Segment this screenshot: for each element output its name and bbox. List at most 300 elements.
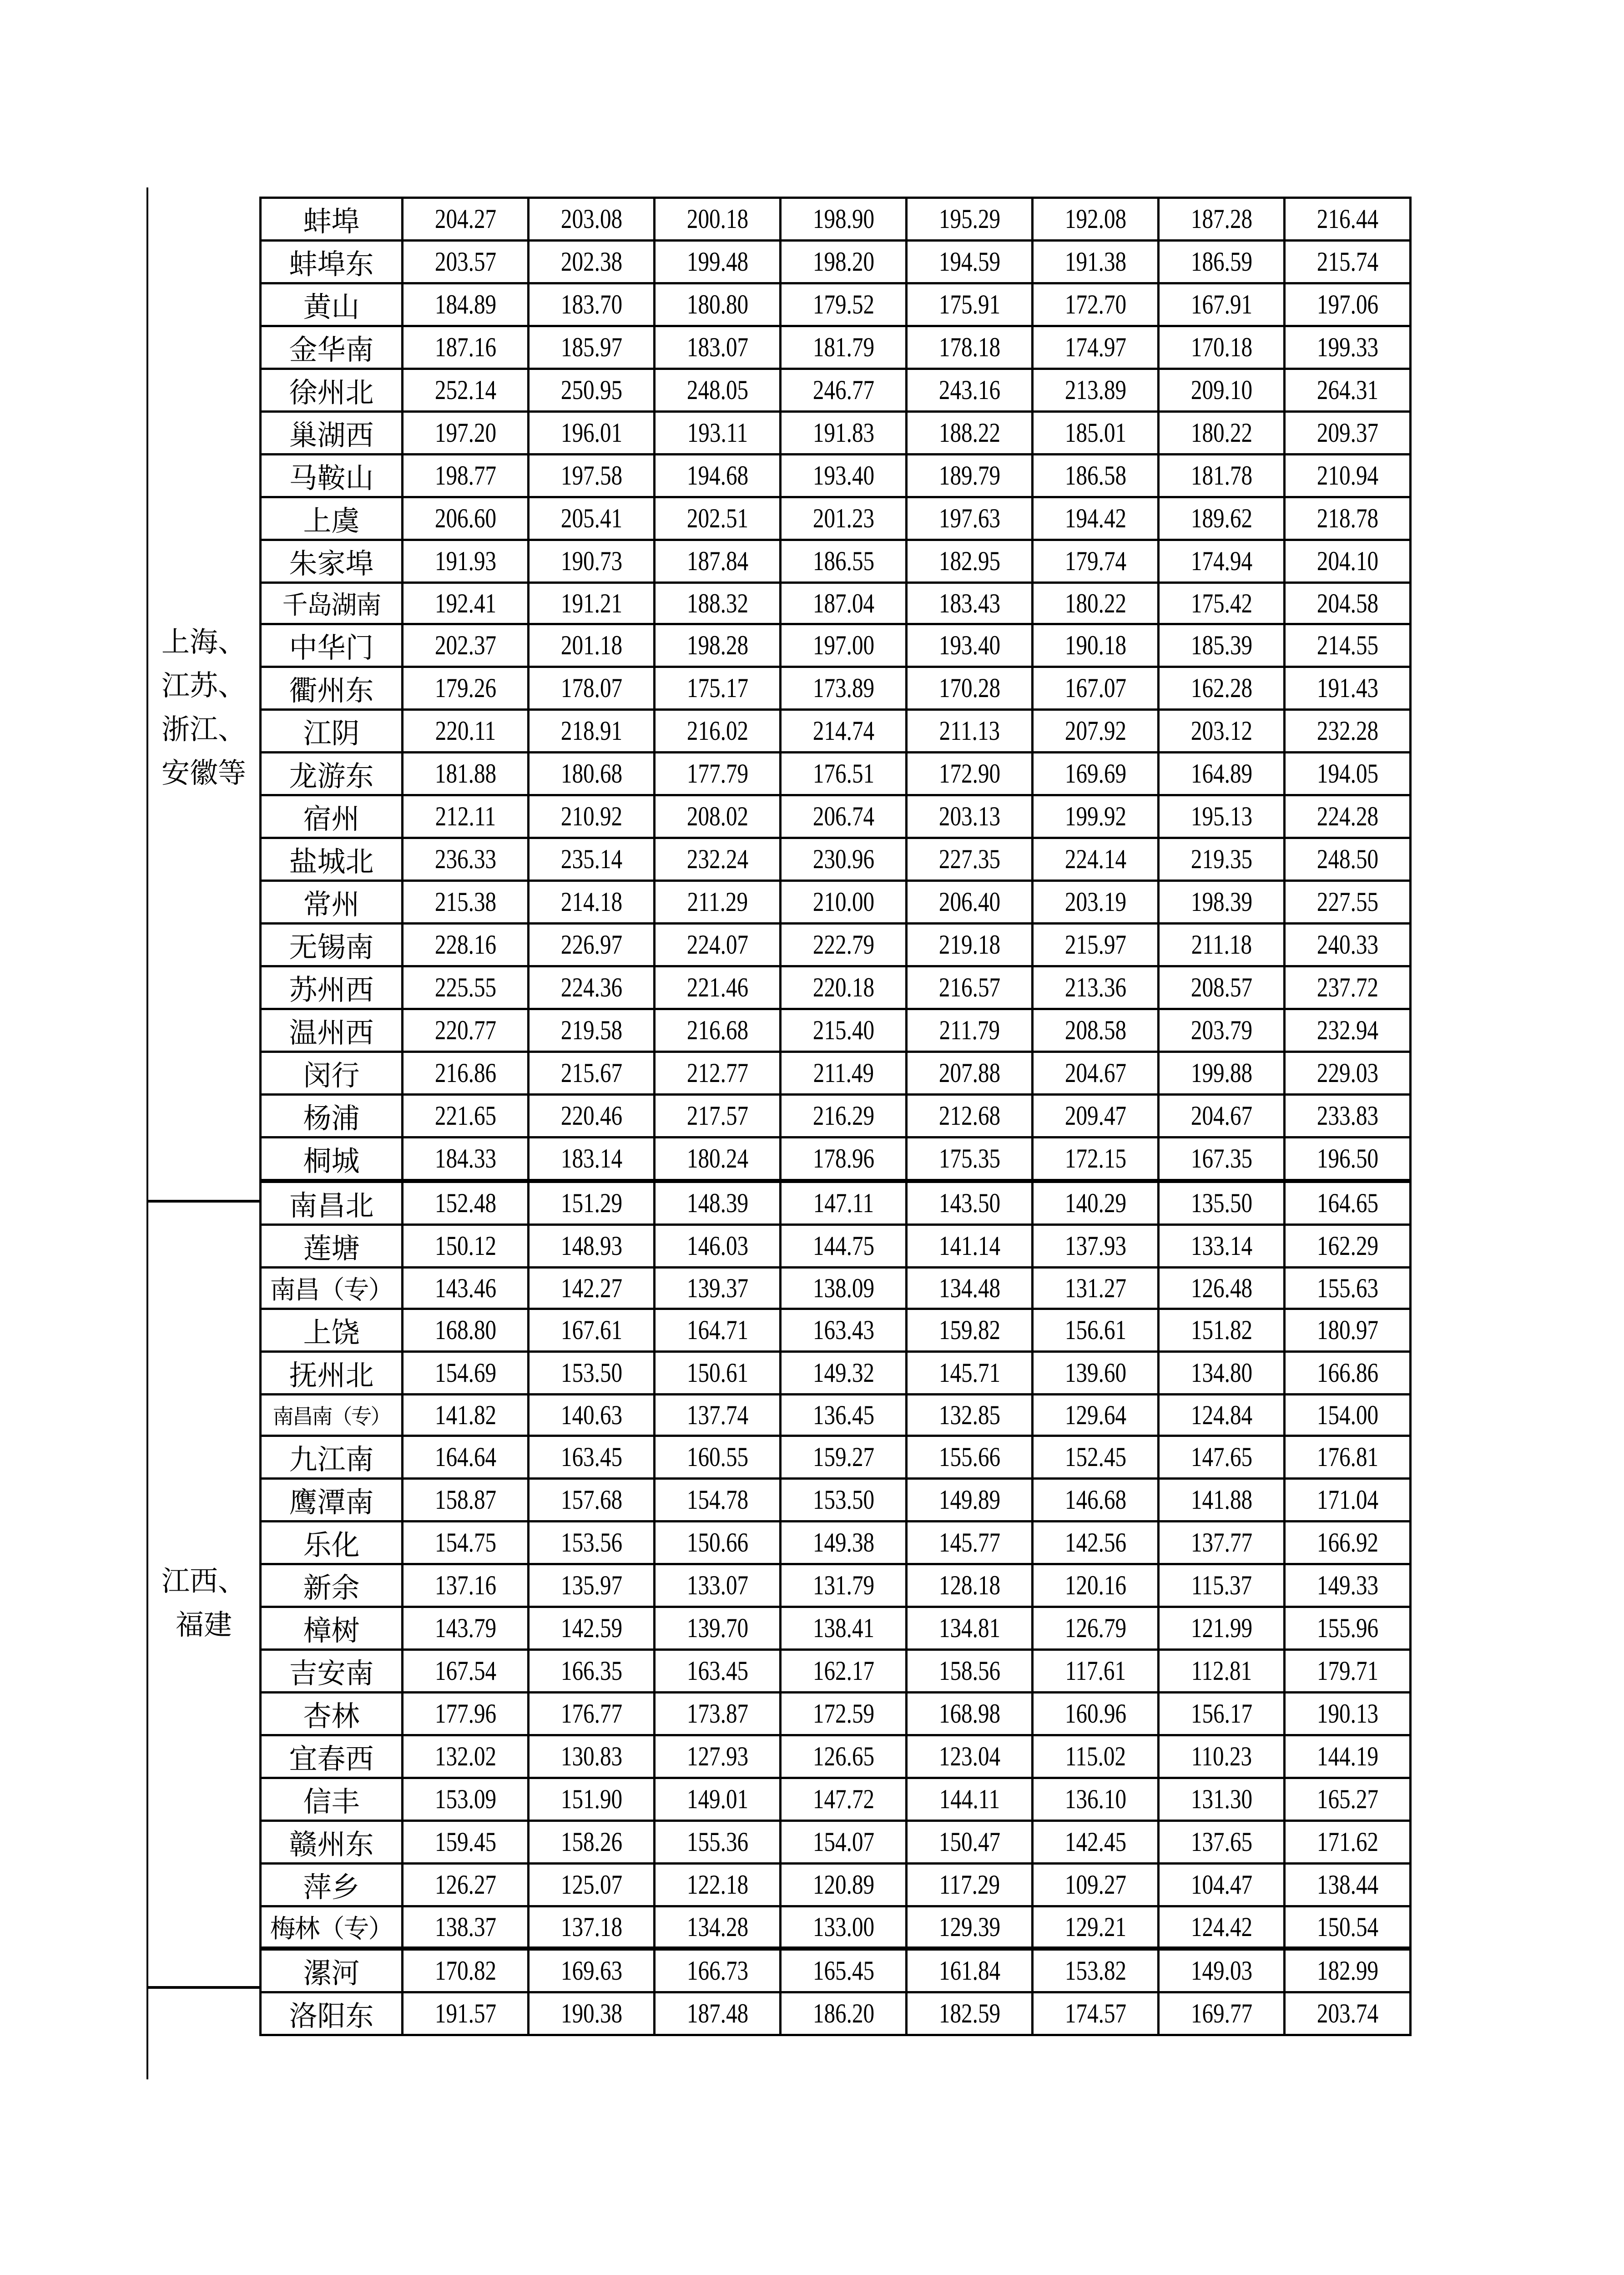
price-cell (907, 1607, 1033, 1650)
price-value: 167.07 (1064, 673, 1126, 703)
table-row (261, 583, 1411, 624)
price-cell (1033, 1052, 1159, 1095)
price-cell (529, 1395, 655, 1436)
price-value: 135.97 (560, 1570, 622, 1600)
station-name-cell: 闵行 (261, 1052, 403, 1095)
price-value: 158.56 (938, 1656, 1000, 1686)
price-value: 150.47 (938, 1827, 1000, 1857)
price-value: 208.58 (1064, 1015, 1126, 1045)
table-row (261, 924, 1411, 966)
price-cell (781, 1479, 907, 1522)
price-value: 211.79 (939, 1015, 1000, 1045)
price-cell (1285, 1864, 1411, 1906)
station-name-cell: 衢州东 (261, 667, 403, 710)
price-cell (403, 1309, 529, 1352)
price-cell (403, 497, 529, 540)
price-cell (1285, 1564, 1411, 1607)
price-cell (1285, 1650, 1411, 1693)
price-value: 138.09 (812, 1273, 874, 1303)
price-cell (655, 583, 781, 624)
price-value: 133.00 (812, 1911, 874, 1942)
price-value: 233.83 (1316, 1101, 1378, 1131)
price-cell (403, 540, 529, 583)
price-cell (1159, 1906, 1285, 1949)
price-cell (1159, 283, 1285, 326)
table-row (261, 1052, 1411, 1095)
price-value: 216.86 (434, 1058, 496, 1088)
price-cell (907, 1436, 1033, 1479)
table-row (261, 1436, 1411, 1479)
price-cell (1285, 1735, 1411, 1778)
price-cell (907, 753, 1033, 795)
price-cell (1033, 1009, 1159, 1052)
price-value: 182.99 (1316, 1956, 1378, 1986)
price-value: 202.51 (686, 503, 748, 533)
price-cell (1285, 966, 1411, 1009)
price-cell (907, 326, 1033, 369)
price-value: 264.31 (1316, 375, 1378, 405)
price-cell (403, 1181, 529, 1225)
price-value: 184.89 (434, 289, 496, 319)
region-column-border (146, 187, 148, 2079)
price-cell (781, 1352, 907, 1395)
price-value: 203.08 (560, 204, 622, 234)
price-value: 203.13 (938, 801, 1000, 831)
price-value: 192.41 (434, 588, 496, 618)
table-row (261, 497, 1411, 540)
price-value: 194.59 (938, 247, 1000, 277)
price-cell (1159, 1735, 1285, 1778)
price-cell (907, 369, 1033, 412)
station-name-cell: 中华门 (261, 624, 403, 667)
price-value: 164.65 (1316, 1188, 1378, 1218)
price-cell (1033, 924, 1159, 966)
station-name-cell: 常州 (261, 881, 403, 924)
price-cell (907, 1693, 1033, 1735)
price-value: 174.94 (1190, 546, 1252, 576)
price-value: 137.93 (1064, 1231, 1126, 1261)
station-name-cell: 千岛湖南 (261, 583, 403, 624)
price-value: 181.78 (1190, 460, 1252, 490)
price-value: 195.13 (1190, 801, 1252, 831)
price-value: 153.50 (560, 1358, 622, 1388)
station-name-cell: 温州西 (261, 1009, 403, 1052)
price-value: 206.40 (938, 887, 1000, 917)
price-cell (655, 1095, 781, 1138)
price-cell (655, 1268, 781, 1309)
price-cell (529, 540, 655, 583)
price-cell (529, 1778, 655, 1821)
table-row (261, 455, 1411, 497)
price-value: 162.29 (1316, 1231, 1378, 1261)
price-cell (907, 966, 1033, 1009)
price-cell (529, 966, 655, 1009)
price-value: 204.10 (1316, 546, 1378, 576)
table-row (261, 1352, 1411, 1395)
price-cell (1159, 1095, 1285, 1138)
price-cell (403, 1352, 529, 1395)
price-value: 137.16 (434, 1570, 496, 1600)
price-value: 132.02 (434, 1741, 496, 1771)
price-value: 193.40 (938, 630, 1000, 660)
price-cell (781, 1268, 907, 1309)
price-cell (1033, 881, 1159, 924)
price-cell (1033, 1607, 1159, 1650)
price-value: 203.12 (1190, 716, 1252, 746)
price-cell (781, 1735, 907, 1778)
price-cell (1285, 667, 1411, 710)
price-value: 160.96 (1064, 1699, 1126, 1729)
price-value: 133.07 (686, 1570, 748, 1600)
price-value: 190.73 (560, 546, 622, 576)
price-value: 185.97 (560, 332, 622, 362)
price-value: 185.01 (1064, 418, 1126, 448)
station-name-cell: 徐州北 (261, 369, 403, 412)
price-cell (1285, 283, 1411, 326)
price-cell (1159, 710, 1285, 753)
price-cell (781, 1693, 907, 1735)
price-cell (1159, 1864, 1285, 1906)
price-value: 159.82 (938, 1315, 1000, 1345)
price-value: 224.36 (560, 972, 622, 1002)
price-cell (1033, 1735, 1159, 1778)
price-cell (1285, 1607, 1411, 1650)
price-value: 176.77 (560, 1699, 622, 1729)
price-value: 130.83 (560, 1741, 622, 1771)
price-cell (655, 1352, 781, 1395)
price-value: 240.33 (1316, 930, 1378, 960)
price-cell (781, 241, 907, 283)
price-value: 183.70 (560, 289, 622, 319)
price-cell (781, 369, 907, 412)
price-table (259, 197, 1412, 2036)
price-value: 215.67 (560, 1058, 622, 1088)
price-cell (1033, 1778, 1159, 1821)
price-cell (907, 838, 1033, 881)
price-value: 192.08 (1064, 204, 1126, 234)
price-cell (1159, 1607, 1285, 1650)
price-value: 204.67 (1064, 1058, 1126, 1088)
price-value: 154.69 (434, 1358, 496, 1388)
price-value: 216.68 (686, 1015, 748, 1045)
price-value: 136.10 (1064, 1784, 1126, 1814)
price-value: 220.11 (435, 716, 496, 746)
price-cell (1285, 1693, 1411, 1735)
price-cell (403, 198, 529, 241)
price-value: 203.74 (1316, 1998, 1378, 2028)
price-cell (529, 1693, 655, 1735)
price-value: 149.01 (686, 1784, 748, 1814)
price-value: 174.57 (1064, 1998, 1126, 2028)
price-cell (907, 497, 1033, 540)
table-row (261, 1309, 1411, 1352)
price-value: 158.26 (560, 1827, 622, 1857)
price-cell (529, 1906, 655, 1949)
price-cell (403, 1479, 529, 1522)
price-cell (1033, 710, 1159, 753)
price-cell (1285, 1906, 1411, 1949)
price-value: 153.56 (560, 1527, 622, 1557)
price-cell (403, 1693, 529, 1735)
price-value: 165.27 (1316, 1784, 1378, 1814)
price-cell (781, 710, 907, 753)
price-value: 153.50 (812, 1485, 874, 1515)
price-cell (1159, 1138, 1285, 1181)
price-value: 149.32 (812, 1358, 874, 1388)
price-value: 219.58 (560, 1015, 622, 1045)
price-value: 176.81 (1316, 1442, 1378, 1472)
price-cell (529, 369, 655, 412)
price-cell (529, 1225, 655, 1268)
price-cell (529, 497, 655, 540)
price-value: 213.36 (1064, 972, 1126, 1002)
price-value: 173.87 (686, 1699, 748, 1729)
price-value: 110.23 (1191, 1741, 1252, 1771)
price-cell (1033, 624, 1159, 667)
price-cell (1033, 1352, 1159, 1395)
price-value: 216.57 (938, 972, 1000, 1002)
price-cell (655, 1778, 781, 1821)
price-cell (781, 667, 907, 710)
price-value: 181.88 (434, 758, 496, 789)
price-value: 204.58 (1316, 588, 1378, 618)
price-cell (1033, 1436, 1159, 1479)
price-cell (529, 1095, 655, 1138)
price-cell (1159, 753, 1285, 795)
price-cell (655, 667, 781, 710)
price-cell (907, 710, 1033, 753)
price-value: 178.07 (560, 673, 622, 703)
price-value: 185.39 (1190, 630, 1252, 660)
price-value: 191.38 (1064, 247, 1126, 277)
price-value: 171.62 (1316, 1827, 1378, 1857)
price-cell (1285, 241, 1411, 283)
price-cell (403, 1225, 529, 1268)
price-cell (655, 198, 781, 241)
price-value: 137.18 (560, 1911, 622, 1942)
price-value: 178.18 (938, 332, 1000, 362)
price-cell (655, 1650, 781, 1693)
price-cell (1033, 283, 1159, 326)
price-value: 201.23 (812, 503, 874, 533)
price-cell (1159, 198, 1285, 241)
price-cell (1285, 838, 1411, 881)
price-cell (655, 1735, 781, 1778)
price-value: 162.28 (1190, 673, 1252, 703)
price-cell (781, 1181, 907, 1225)
price-cell (907, 1309, 1033, 1352)
price-cell (781, 1052, 907, 1095)
price-cell (403, 710, 529, 753)
price-cell (529, 624, 655, 667)
price-value: 225.55 (434, 972, 496, 1002)
price-value: 142.59 (560, 1613, 622, 1643)
price-value: 140.29 (1064, 1188, 1126, 1218)
price-value: 187.48 (686, 1998, 748, 2028)
price-cell (1285, 540, 1411, 583)
table-row (261, 1949, 1411, 1992)
price-cell (403, 1992, 529, 2035)
price-cell (529, 710, 655, 753)
table-row (261, 1992, 1411, 2035)
table-row (261, 540, 1411, 583)
price-value: 180.80 (686, 289, 748, 319)
price-cell (529, 1009, 655, 1052)
price-value: 183.14 (560, 1143, 622, 1173)
price-value: 177.79 (686, 758, 748, 789)
price-value: 184.33 (434, 1143, 496, 1173)
price-cell (655, 540, 781, 583)
price-cell (655, 710, 781, 753)
price-value: 243.16 (938, 375, 1000, 405)
price-cell (781, 497, 907, 540)
price-value: 134.48 (938, 1273, 1000, 1303)
price-cell (655, 1138, 781, 1181)
price-value: 151.90 (560, 1784, 622, 1814)
price-cell (529, 1522, 655, 1564)
price-value: 198.39 (1190, 887, 1252, 917)
price-cell (1159, 540, 1285, 583)
price-value: 161.84 (938, 1956, 1000, 1986)
price-value: 188.32 (686, 588, 748, 618)
price-cell (529, 412, 655, 455)
price-value: 208.57 (1190, 972, 1252, 1002)
price-cell (1159, 924, 1285, 966)
price-value: 149.03 (1190, 1956, 1252, 1986)
table-row (261, 1268, 1411, 1309)
price-cell (1033, 1181, 1159, 1225)
price-cell (1033, 1309, 1159, 1352)
price-value: 183.43 (938, 588, 1000, 618)
price-value: 131.79 (812, 1570, 874, 1600)
price-value: 199.92 (1064, 801, 1126, 831)
price-value: 197.00 (812, 630, 874, 660)
price-cell (655, 1992, 781, 2035)
price-cell (529, 838, 655, 881)
price-value: 248.50 (1316, 844, 1378, 874)
table-row (261, 1821, 1411, 1864)
price-cell (1159, 497, 1285, 540)
table-row (261, 198, 1411, 241)
price-value: 204.27 (434, 204, 496, 234)
price-cell (1159, 455, 1285, 497)
price-value: 215.97 (1064, 930, 1126, 960)
price-value: 224.07 (686, 930, 748, 960)
table-row (261, 1906, 1411, 1949)
station-name-cell: 樟树 (261, 1607, 403, 1650)
price-cell (1285, 412, 1411, 455)
price-value: 186.59 (1190, 247, 1252, 277)
station-name-cell: 赣州东 (261, 1821, 403, 1864)
price-cell (1159, 1181, 1285, 1225)
price-value: 191.21 (560, 588, 622, 618)
price-cell (781, 924, 907, 966)
price-value: 148.93 (560, 1231, 622, 1261)
price-cell (1159, 1992, 1285, 2035)
price-value: 194.05 (1316, 758, 1378, 789)
price-cell (655, 283, 781, 326)
price-cell (655, 881, 781, 924)
price-value: 144.19 (1316, 1741, 1378, 1771)
price-value: 129.21 (1064, 1911, 1126, 1942)
price-value: 169.63 (560, 1956, 622, 1986)
price-cell (529, 326, 655, 369)
table-row (261, 838, 1411, 881)
price-value: 166.86 (1316, 1358, 1378, 1388)
price-value: 128.18 (938, 1570, 1000, 1600)
price-cell (529, 1607, 655, 1650)
price-cell (1285, 1268, 1411, 1309)
price-value: 190.18 (1064, 630, 1126, 660)
table-row (261, 667, 1411, 710)
price-value: 220.77 (434, 1015, 496, 1045)
price-value: 171.04 (1316, 1485, 1378, 1515)
price-value: 155.66 (938, 1442, 1000, 1472)
price-cell (529, 1138, 655, 1181)
price-value: 137.74 (686, 1400, 748, 1430)
price-value: 145.71 (938, 1358, 1000, 1388)
price-cell (529, 753, 655, 795)
price-cell (1033, 583, 1159, 624)
table-row (261, 1778, 1411, 1821)
region-label: 上海、 江苏、 浙江、 安徽等 (161, 627, 246, 789)
price-value: 137.77 (1190, 1527, 1252, 1557)
station-name-cell: 黄山 (261, 283, 403, 326)
price-cell (529, 283, 655, 326)
price-cell (655, 1949, 781, 1992)
price-cell (1285, 326, 1411, 369)
price-value: 232.94 (1316, 1015, 1378, 1045)
station-name-cell: 上虞 (261, 497, 403, 540)
price-cell (529, 455, 655, 497)
price-cell (1159, 326, 1285, 369)
price-cell (1159, 369, 1285, 412)
price-value: 143.50 (938, 1188, 1000, 1218)
station-name-cell: 萍乡 (261, 1864, 403, 1906)
price-cell (907, 881, 1033, 924)
price-value: 134.81 (938, 1613, 1000, 1643)
price-value: 179.74 (1064, 546, 1126, 576)
price-cell (907, 1181, 1033, 1225)
price-cell (1033, 1821, 1159, 1864)
price-cell (1033, 667, 1159, 710)
price-value: 142.56 (1064, 1527, 1126, 1557)
price-value: 134.80 (1190, 1358, 1252, 1388)
price-value: 156.61 (1064, 1315, 1126, 1345)
price-cell (1159, 1821, 1285, 1864)
price-value: 208.02 (686, 801, 748, 831)
price-cell (781, 1607, 907, 1650)
price-value: 170.18 (1190, 332, 1252, 362)
price-value: 205.41 (560, 503, 622, 533)
price-value: 196.01 (560, 418, 622, 448)
price-value: 212.77 (686, 1058, 748, 1088)
price-value: 129.39 (938, 1911, 1000, 1942)
price-cell (907, 1479, 1033, 1522)
table-row (261, 753, 1411, 795)
price-cell (907, 1949, 1033, 1992)
price-cell (907, 540, 1033, 583)
price-cell (1285, 1778, 1411, 1821)
table-row (261, 795, 1411, 838)
price-cell (403, 1522, 529, 1564)
price-value: 141.82 (434, 1400, 496, 1430)
price-value: 152.45 (1064, 1442, 1126, 1472)
price-cell (655, 1564, 781, 1607)
price-value: 216.44 (1316, 204, 1378, 234)
price-cell (1285, 1821, 1411, 1864)
price-value: 148.39 (686, 1188, 748, 1218)
